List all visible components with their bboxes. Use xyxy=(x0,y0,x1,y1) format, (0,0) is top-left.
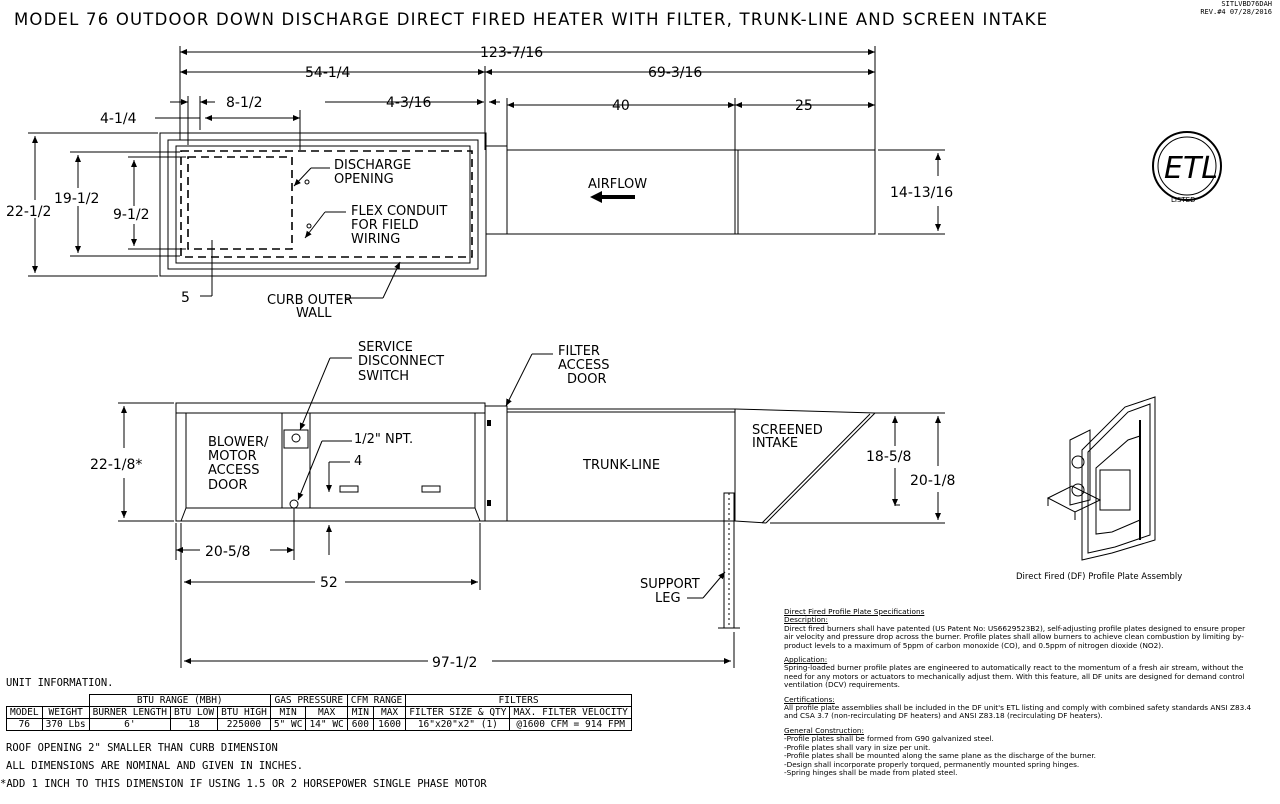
dim-4-1-4: 4-1/4 xyxy=(100,111,137,127)
label-filter-1: FILTER xyxy=(558,344,600,359)
dim-4-3-16: 4-3/16 xyxy=(386,95,432,111)
unit-table xyxy=(6,694,632,731)
table-header: MIN xyxy=(270,707,306,719)
dim-5: 5 xyxy=(181,290,190,306)
unit-info-label: UNIT INFORMATION. xyxy=(6,677,114,689)
spec-general-item: -Profile plates shall be mounted along the same plane as the discharge of the burner. xyxy=(784,751,1096,761)
group-cfm-range: CFM RANGE xyxy=(347,695,405,707)
doc-number: SITLVBD76DAH xyxy=(1221,0,1272,8)
trunk-line-top xyxy=(507,150,875,234)
table-header: MAX. FILTER VELOCITY xyxy=(510,707,631,719)
label-screened-1: SCREENED xyxy=(752,423,823,438)
dim-52: 52 xyxy=(320,575,338,591)
table-cell: 18 xyxy=(171,719,218,731)
label-blower-4: DOOR xyxy=(208,478,248,493)
label-airflow: AIRFLOW xyxy=(588,177,648,192)
dim-20-5-8: 20-5/8 xyxy=(205,544,251,560)
table-cell: @1600 CFM = 914 FPM xyxy=(510,719,631,731)
spec-general-item: -Profile plates shall be formed from G90 galvanized steel. xyxy=(784,734,994,744)
label-filter-2: ACCESS xyxy=(558,358,610,373)
table-cell: 225000 xyxy=(218,719,271,731)
table-header: BURNER LENGTH xyxy=(89,707,170,719)
dim-22-1-2: 22-1/2 xyxy=(6,204,52,220)
table-header: MIN xyxy=(347,707,373,719)
label-curb-1: CURB OUTER xyxy=(267,293,353,308)
spec-title: Direct Fired Profile Plate Specifications xyxy=(784,607,925,616)
label-discharge-1: DISCHARGE xyxy=(334,158,412,173)
table-cell: 16"x20"x2" (1) xyxy=(406,719,510,731)
spec-general-item: -Profile plates shall vary in size per unit. xyxy=(784,742,931,752)
label-service-2: DISCONNECT xyxy=(358,354,445,369)
label-npt: 1/2" NPT. xyxy=(354,432,414,447)
group-filters: FILTERS xyxy=(406,695,632,707)
label-flex-3: WIRING xyxy=(351,232,401,247)
dim-19-1-2: 19-1/2 xyxy=(54,191,100,207)
etl-listed-logo xyxy=(1153,132,1221,204)
drawing-title: MODEL 76 OUTDOOR DOWN DISCHARGE DIRECT FIRED HEATER WITH FILTER, TRUNK-LINE AND SCREEN INTAKE xyxy=(14,10,1049,29)
label-service-3: SWITCH xyxy=(358,369,409,384)
dim-18-5-8: 18-5/8 xyxy=(866,449,912,465)
label-curb-2: WALL xyxy=(296,306,332,321)
profile-plate-assembly xyxy=(1048,397,1155,560)
table-cell: 76 xyxy=(7,719,43,731)
note-dimensions: ALL DIMENSIONS ARE NOMINAL AND GIVEN IN INCHES. xyxy=(6,760,304,772)
dim-40: 40 xyxy=(612,98,630,114)
dim-25: 25 xyxy=(795,98,813,114)
label-screened-2: INTAKE xyxy=(752,436,799,451)
label-blower-1: BLOWER/ xyxy=(208,435,269,450)
group-gas-pressure: GAS PRESSURE xyxy=(270,695,347,707)
label-trunk: TRUNK-LINE xyxy=(583,458,661,473)
spec-application-heading: Application: xyxy=(784,655,828,665)
dim-22-1-8: 22-1/8* xyxy=(90,457,143,473)
label-blower-3: ACCESS xyxy=(208,463,260,478)
assembly-caption: Direct Fired (DF) Profile Plate Assembly xyxy=(1016,572,1183,582)
table-cell: 6' xyxy=(89,719,170,731)
spec-general-item: -Spring hinges shall be made from plated steel. xyxy=(784,767,958,777)
dim-20-1-8: 20-1/8 xyxy=(910,473,956,489)
label-flex-1: FLEX CONDUIT xyxy=(351,204,448,219)
spec-block xyxy=(784,608,1254,777)
etl-listed: LISTED xyxy=(1171,196,1196,204)
discharge-opening xyxy=(188,157,292,249)
table-row xyxy=(7,719,632,731)
table-header: MODEL xyxy=(7,707,43,719)
dim-8-1-2: 8-1/2 xyxy=(226,95,263,111)
label-support-2: LEG xyxy=(655,591,681,606)
spec-application: Spring-loaded burner profile plates are engineered to automatically react to the momentum of a fresh air stream, without the need for any motors or actuators to mechanically adjust them. With this feature, all DF units are designed for demand control ventilation (DCV) requirements. xyxy=(784,663,1245,690)
label-filter-3: DOOR xyxy=(567,372,607,387)
label-support-1: SUPPORT xyxy=(640,577,700,592)
spec-cert-heading: Certifications: xyxy=(784,694,835,704)
label-blower-2: MOTOR xyxy=(208,449,257,464)
disconnect-switch xyxy=(284,430,308,448)
dim-97-1-2: 97-1/2 xyxy=(432,655,478,671)
dim-right-length: 69-3/16 xyxy=(648,65,703,81)
table-header: BTU HIGH xyxy=(218,707,271,719)
spec-general-item: -Design shall incorporate properly torqued, permanently mounted spring hinges. xyxy=(784,759,1080,769)
table-header: MAX xyxy=(306,707,347,719)
dim-left-length: 54-1/4 xyxy=(305,65,351,81)
note-roof-opening: ROOF OPENING 2" SMALLER THAN CURB DIMENSION xyxy=(6,742,278,754)
etl-mark: ETL xyxy=(1164,151,1218,186)
spec-description: Direct fired burners shall have patented (US Patent No: US6629523B2), self-adjusting profile plates designed to ensure proper air velocity and pressure drop across the burner. Profile plates shall allow burners to achieve clean combustion by limiting by-product levels to a maximum of 5ppm of carbon monoxide (CO), and 0.5ppm of nitrogen dioxide (NO2). xyxy=(784,623,1246,650)
table-cell: 5" WC xyxy=(270,719,306,731)
table-cell: 14" WC xyxy=(306,719,347,731)
table-header-row xyxy=(7,707,632,719)
spec-description-heading: Description: xyxy=(784,615,829,625)
dim-overall: 123-7/16 xyxy=(480,45,544,61)
top-view xyxy=(6,45,953,321)
table-cell: 1600 xyxy=(373,719,405,731)
table-cell: 600 xyxy=(347,719,373,731)
label-flex-2: FOR FIELD xyxy=(351,218,419,233)
dim-4-side: 4 xyxy=(354,454,363,469)
dim-9-1-2: 9-1/2 xyxy=(113,207,150,223)
label-discharge-2: OPENING xyxy=(334,172,394,187)
table-header: FILTER SIZE & QTY xyxy=(406,707,510,719)
revision: REV.#4 07/28/2016 xyxy=(1200,8,1272,16)
table-header: WEIGHT xyxy=(42,707,89,719)
spec-general-heading: General Construction: xyxy=(784,725,864,735)
group-btu-range: BTU RANGE (MBH) xyxy=(89,695,270,707)
spec-cert: All profile plate assemblies shall be included in the DF unit's ETL listing and comply with combined safety standards ANSI Z83.4 and CSA 3.7 (non-recirculating DF heaters) and ANSI Z83.18 (recirculating DF heaters). xyxy=(784,703,1252,721)
table-header: MAX xyxy=(373,707,405,719)
table-cell: 370 Lbs xyxy=(42,719,89,731)
note-motor: *ADD 1 INCH TO THIS DIMENSION IF USING 1.5 OR 2 HORSEPOWER SINGLE PHASE MOTOR xyxy=(0,778,487,790)
dim-14-13-16: 14-13/16 xyxy=(890,185,954,201)
table-header: BTU LOW xyxy=(171,707,218,719)
label-service-1: SERVICE xyxy=(358,340,413,355)
